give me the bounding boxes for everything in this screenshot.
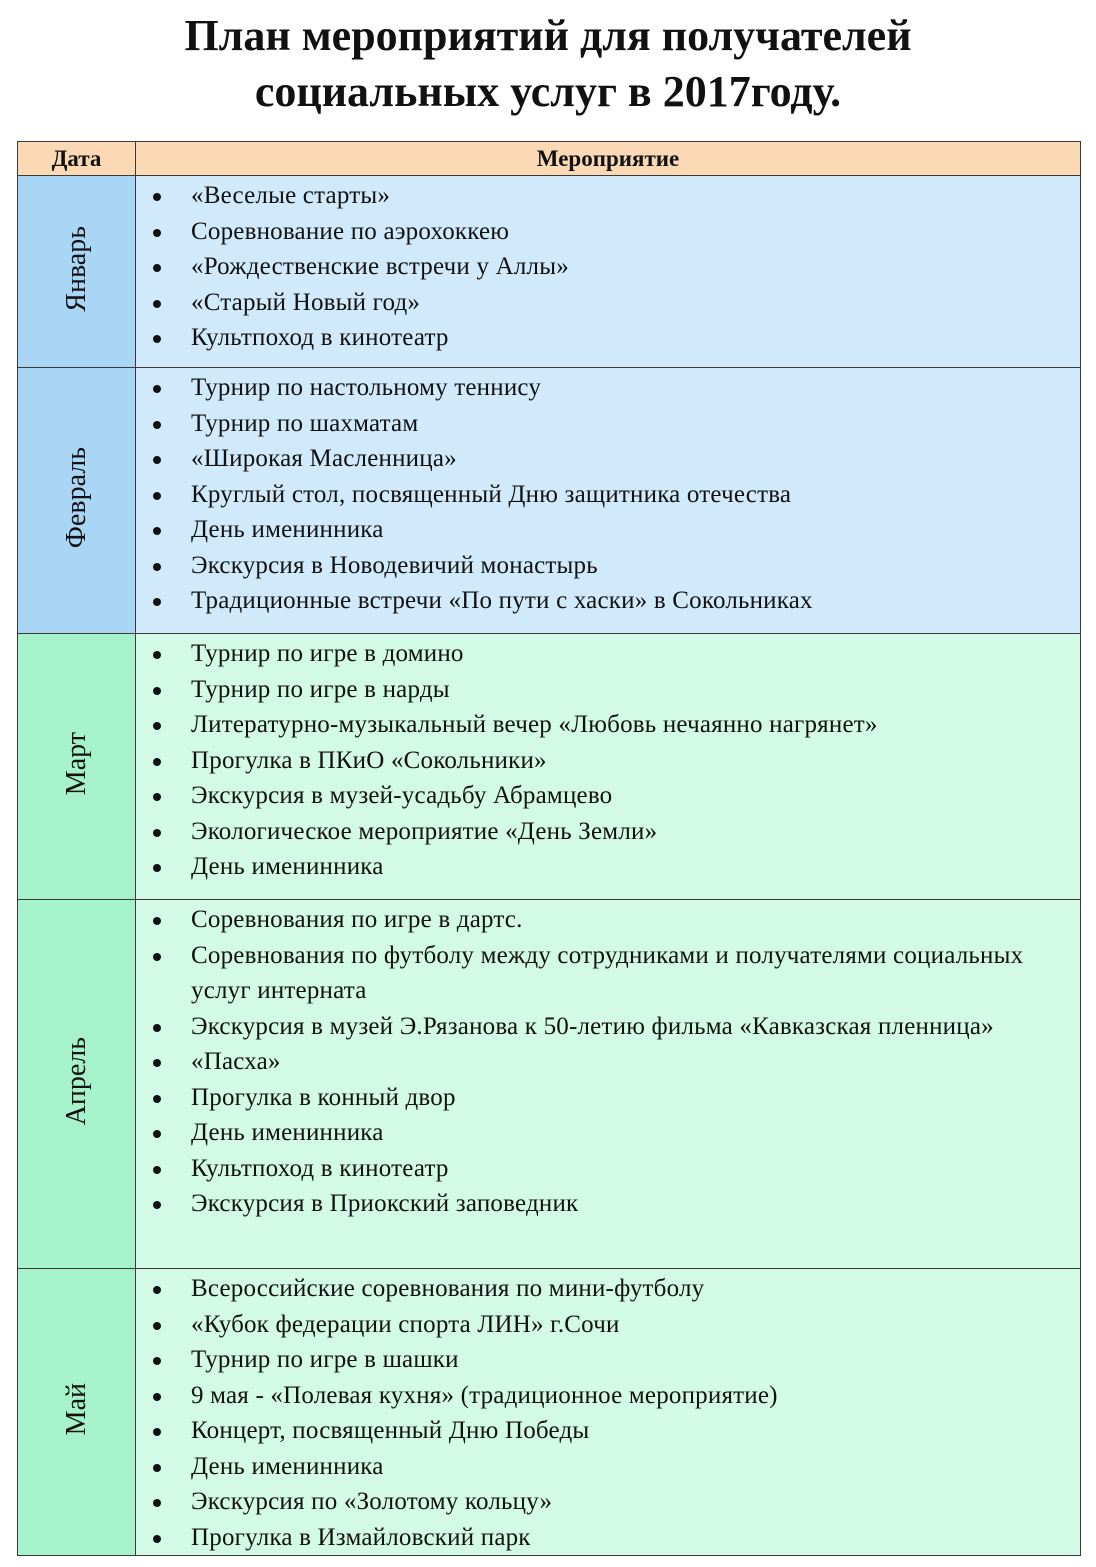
month-row-february bbox=[18, 368, 1081, 634]
list-item: Соревнование по аэрохоккею bbox=[136, 214, 1080, 250]
month-label: Январь bbox=[60, 226, 92, 312]
month-label: Май bbox=[60, 1383, 92, 1436]
header-event: Мероприятие bbox=[136, 142, 1081, 176]
month-row-april bbox=[18, 900, 1081, 1269]
month-cell bbox=[18, 634, 136, 900]
events-cell bbox=[136, 900, 1081, 1269]
bullet-icon bbox=[153, 527, 161, 535]
bullet-icon bbox=[153, 563, 161, 571]
table-header-row bbox=[18, 142, 1081, 176]
bullet-icon bbox=[153, 492, 161, 500]
events-list bbox=[136, 900, 1080, 1222]
month-label: Февраль bbox=[60, 447, 92, 549]
bullet-icon bbox=[153, 758, 161, 766]
bullet-icon bbox=[153, 1499, 161, 1507]
month-cell bbox=[18, 368, 136, 634]
events-cell bbox=[136, 368, 1081, 634]
month-label: Апрель bbox=[60, 1037, 92, 1126]
bullet-icon bbox=[153, 1059, 161, 1067]
title-line-1: План мероприятий для получателей bbox=[184, 11, 912, 60]
list-item: Соревнования по игре в дартс. bbox=[136, 902, 1080, 938]
bullet-icon bbox=[153, 917, 161, 925]
list-item: Турнир по шахматам bbox=[136, 406, 1080, 442]
list-item: День именинника bbox=[136, 1449, 1080, 1485]
list-item: День именинника bbox=[136, 512, 1080, 548]
list-item: «Кубок федерации спорта ЛИН» г.Сочи bbox=[136, 1307, 1080, 1343]
list-item: Экскурсия в музей-усадьбу Абрамцево bbox=[136, 778, 1080, 814]
month-row-march bbox=[18, 634, 1081, 900]
month-row-january bbox=[18, 176, 1081, 368]
list-item: Культпоход в кинотеатр bbox=[136, 1151, 1080, 1187]
list-item: Культпоход в кинотеатр bbox=[136, 320, 1080, 356]
list-item: Турнир по настольному теннису bbox=[136, 370, 1080, 406]
page-title bbox=[0, 8, 1096, 120]
events-list bbox=[136, 1269, 1080, 1555]
list-item: Концерт, посвященный Дню Победы bbox=[136, 1413, 1080, 1449]
list-item: Прогулка в конный двор bbox=[136, 1080, 1080, 1116]
bullet-icon bbox=[153, 1024, 161, 1032]
month-label: Март bbox=[60, 732, 92, 796]
events-cell bbox=[136, 176, 1081, 368]
month-row-may bbox=[18, 1269, 1081, 1556]
list-item: Литературно-музыкальный вечер «Любовь нечаянно нагрянет» bbox=[136, 707, 1080, 743]
list-item: Турнир по игре в домино bbox=[136, 636, 1080, 672]
events-list bbox=[136, 634, 1080, 885]
list-item: Турнир по игре в нарды bbox=[136, 672, 1080, 708]
events-list bbox=[136, 368, 1080, 619]
list-item: День именинника bbox=[136, 849, 1080, 885]
list-item: «Рождественские встречи у Аллы» bbox=[136, 249, 1080, 285]
bullet-icon bbox=[153, 793, 161, 801]
list-item: Турнир по игре в шашки bbox=[136, 1342, 1080, 1378]
bullet-icon bbox=[153, 1095, 161, 1103]
list-item: Прогулка в ПКиО «Сокольники» bbox=[136, 743, 1080, 779]
events-cell bbox=[136, 634, 1081, 900]
list-item: Экскурсия в Новодевичий монастырь bbox=[136, 548, 1080, 584]
bullet-icon bbox=[153, 1393, 161, 1401]
events-table bbox=[17, 141, 1081, 1556]
events-list bbox=[136, 176, 1080, 356]
bullet-icon bbox=[153, 1201, 161, 1209]
list-item: «Старый Новый год» bbox=[136, 285, 1080, 321]
bullet-icon bbox=[153, 651, 161, 659]
list-item: Всероссийские соревнования по мини-футболу bbox=[136, 1271, 1080, 1307]
list-item: День именинника bbox=[136, 1115, 1080, 1151]
header-date: Дата bbox=[18, 142, 136, 176]
bullet-icon bbox=[153, 1464, 161, 1472]
list-item: Соревнования по футболу между сотрудниками и получателями социальных услуг интерната bbox=[136, 938, 1080, 1009]
list-item: Традиционные встречи «По пути с хаски» в Сокольниках bbox=[136, 583, 1080, 619]
list-item: Экскурсия по «Золотому кольцу» bbox=[136, 1484, 1080, 1520]
bullet-icon bbox=[153, 1286, 161, 1294]
list-item: Круглый стол, посвященный Дню защитника отечества bbox=[136, 477, 1080, 513]
bullet-icon bbox=[153, 1428, 161, 1436]
bullet-icon bbox=[153, 456, 161, 464]
bullet-icon bbox=[153, 264, 161, 272]
bullet-icon bbox=[153, 421, 161, 429]
bullet-icon bbox=[153, 1535, 161, 1543]
bullet-icon bbox=[153, 687, 161, 695]
bullet-icon bbox=[153, 1322, 161, 1330]
list-item: 9 мая - «Полевая кухня» (традиционное мероприятие) bbox=[136, 1378, 1080, 1414]
bullet-icon bbox=[153, 953, 161, 961]
bullet-icon bbox=[153, 722, 161, 730]
month-cell bbox=[18, 900, 136, 1269]
bullet-icon bbox=[153, 229, 161, 237]
month-cell bbox=[18, 176, 136, 368]
bullet-icon bbox=[153, 385, 161, 393]
month-cell bbox=[18, 1269, 136, 1556]
list-item: Экологическое мероприятие «День Земли» bbox=[136, 814, 1080, 850]
list-item: Экскурсия в музей Э.Рязанова к 50-летию фильма «Кавказская пленница» bbox=[136, 1009, 1080, 1045]
bullet-icon bbox=[153, 335, 161, 343]
bullet-icon bbox=[153, 864, 161, 872]
bullet-icon bbox=[153, 1357, 161, 1365]
bullet-icon bbox=[153, 598, 161, 606]
bullet-icon bbox=[153, 1130, 161, 1138]
list-item: «Пасха» bbox=[136, 1044, 1080, 1080]
list-item: «Веселые старты» bbox=[136, 178, 1080, 214]
list-item: Экскурсия в Приокский заповедник bbox=[136, 1186, 1080, 1222]
list-item: Прогулка в Измайловский парк bbox=[136, 1520, 1080, 1556]
events-cell bbox=[136, 1269, 1081, 1556]
title-line-2: социальных услуг в 2017году. bbox=[254, 67, 842, 116]
bullet-icon bbox=[153, 1166, 161, 1174]
list-item: «Широкая Масленница» bbox=[136, 441, 1080, 477]
bullet-icon bbox=[153, 300, 161, 308]
bullet-icon bbox=[153, 829, 161, 837]
bullet-icon bbox=[153, 193, 161, 201]
